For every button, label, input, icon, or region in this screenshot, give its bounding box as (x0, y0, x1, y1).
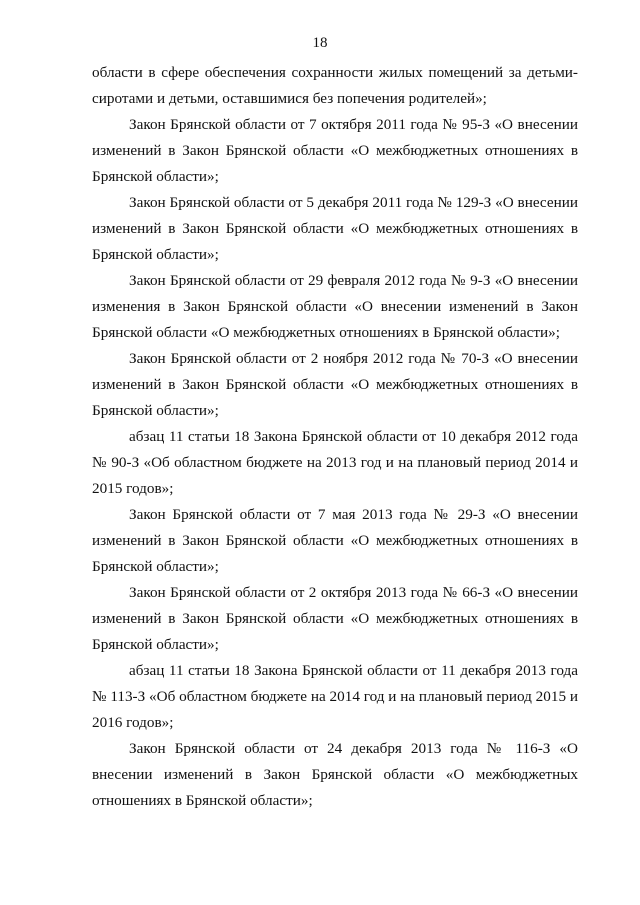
paragraph-law-2013-66: Закон Брянской области от 2 октября 2013 года № 66-З «О внесении изменений в Закон Брянской области «О межбюджетных отношениях в Брянской области»; (92, 584, 578, 653)
page-number: 18 (312, 35, 328, 51)
paragraph-law-2011-129: Закон Брянской области от 5 декабря 2011 года № 129-З «О внесении изменений в Закон Брянской области «О межбюджетных отношениях в Брянской области»; (92, 194, 578, 263)
paragraph-law-2011-95: Закон Брянской области от 7 октября 2011 года № 95-З «О внесении изменений в Закон Брянской области «О межбюджетных отношениях в Брянской области»; (92, 116, 578, 185)
paragraph-law-2012-90: абзац 11 статьи 18 Закона Брянской области от 10 декабря 2012 года № 90-З «Об областном бюджете на 2013 год и на плановый период 2014 и 2015 годов»; (92, 428, 578, 497)
document-body (92, 60, 578, 814)
paragraph-law-2013-29: Закон Брянской области от 7 мая 2013 года № 29-З «О внесении изменений в Закон Брянской области «О межбюджетных отношениях в Брянской области»; (92, 506, 578, 575)
paragraph-law-2013-113: абзац 11 статьи 18 Закона Брянской области от 11 декабря 2013 года № 113-З «Об областном бюджете на 2014 год и на плановый период 2015 и 2016 годов»; (92, 662, 578, 731)
paragraph-law-2013-116: Закон Брянской области от 24 декабря 2013 года № 116-З «О внесении изменений в Закон Брянской области «О межбюджетных отношениях в Брянской области»; (92, 740, 578, 809)
paragraph-continuation: области в сфере обеспечения сохранности жилых помещений за детьми-сиротами и детьми, оставшимися без попечения родителей»; (92, 64, 578, 107)
paragraph-law-2012-70: Закон Брянской области от 2 ноября 2012 года № 70-З «О внесении изменений в Закон Брянской области «О межбюджетных отношениях в Брянской области»; (92, 350, 578, 419)
paragraph-law-2012-9: Закон Брянской области от 29 февраля 2012 года № 9-З «О внесении изменения в Закон Брянской области «О внесении изменений в Закон Брянской области «О межбюджетных отношениях в Брянской области»; (92, 272, 578, 341)
